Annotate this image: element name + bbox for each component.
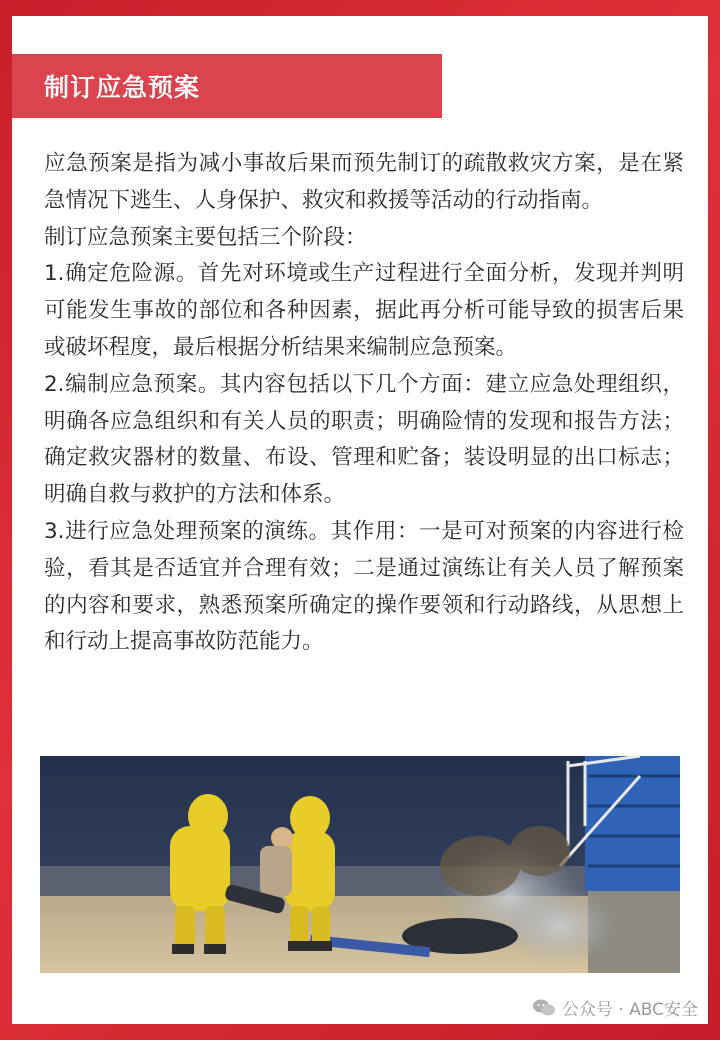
drill-photo (40, 756, 680, 973)
paragraph-intro: 应急预案是指为减小事故后果而预先制订的疏散救灾方案，是在紧急情况下逃生、人身保护、救灾和救援等活动的行动指南。 (44, 151, 684, 213)
paragraph-stage-2: 2.编制应急预案。其内容包括以下几个方面：建立应急处理组织，明确各应急组织和有关人员的职责；明确险情的发现和报告方法；确定救灾器材的数量、布设、管理和贮备；装设明显的出口标志；明确自救与救护的方法和体系。 (44, 371, 684, 508)
article-card (12, 16, 708, 1024)
paragraph-stage-3: 3.进行应急处理预案的演练。其作用：一是可对预案的内容进行检验，看其是否适宜并合理有效；二是通过演练让有关人员了解预案的内容和要求，熟悉预案所确定的操作要领和行动路线，从思想上和行动上提高事故防范能力。 (44, 518, 684, 655)
paragraph-stage-1: 1.确定危险源。首先对环境或生产过程进行全面分析，发现并判明可能发生事故的部位和各种因素，据此再分析可能导致的损害后果或破坏程度，最后根据分析结果来编制应急预案。 (44, 261, 684, 360)
watermark-text: 公众号 · ABC安全 (561, 1000, 698, 1020)
wechat-icon (532, 998, 556, 1018)
drill-photo-illustration (40, 756, 680, 973)
section-title: 制订应急预案 (44, 73, 201, 102)
article-body (44, 146, 684, 661)
paragraph-stages: 制订应急预案主要包括三个阶段： (44, 224, 367, 250)
watermark (532, 995, 698, 1020)
section-title-bar (12, 54, 442, 118)
